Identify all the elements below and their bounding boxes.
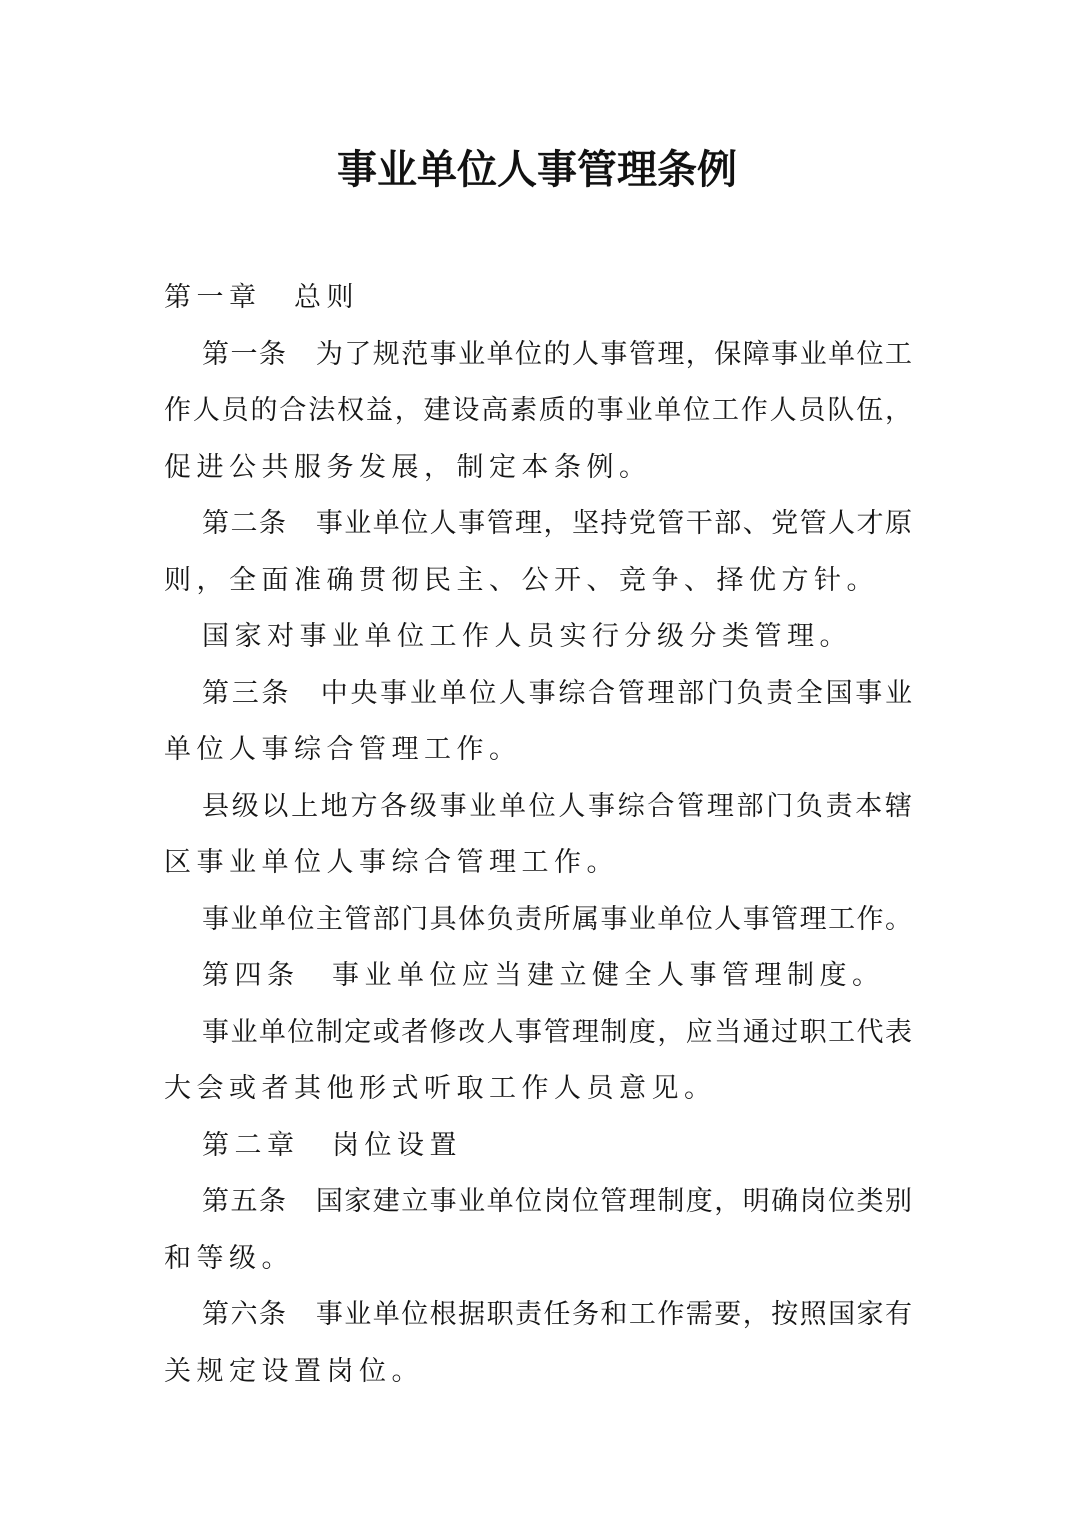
article-line: 国家对事业单位工作人员实行分级分类管理。 xyxy=(202,621,852,652)
article-line: 第三条 中央事业单位人事综合管理部门负责全国事业 xyxy=(202,677,912,709)
chapter-heading: 第一章 总则 xyxy=(164,282,359,313)
article-line: 则，全面准确贯彻民主、公开、竞争、择优方针。 xyxy=(164,564,879,596)
article-line: 第二条 事业单位人事管理，坚持党管干部、党管人才原 xyxy=(202,508,912,539)
article-line: 区事业单位人事综合管理工作。 xyxy=(164,847,619,878)
article-line: 第四条 事业单位应当建立健全人事管理制度。 xyxy=(202,960,885,991)
article-line: 第五条 国家建立事业单位岗位管理制度，明确岗位类别 xyxy=(202,1186,912,1217)
article-line: 第六条 事业单位根据职责任务和工作需要，按照国家有 xyxy=(202,1299,912,1330)
article-line: 关规定设置岗位。 xyxy=(164,1355,424,1387)
chapter-heading: 第二章 岗位设置 xyxy=(202,1129,462,1161)
article-line: 作人员的合法权益，建设高素质的事业单位工作人员队伍， xyxy=(164,395,912,426)
article-line: 促进公共服务发展，制定本条例。 xyxy=(164,451,652,483)
article-line: 事业单位主管部门具体负责所属事业单位人事管理工作。 xyxy=(202,903,912,935)
article-line: 大会或者其他形式听取工作人员意见。 xyxy=(164,1073,717,1104)
article-line: 单位人事综合管理工作。 xyxy=(164,734,522,765)
article-line: 县级以上地方各级事业单位人事综合管理部门负责本辖 xyxy=(202,790,912,822)
document-title: 事业单位人事管理条例 xyxy=(337,146,737,193)
article-line: 事业单位制定或者修改人事管理制度，应当通过职工代表 xyxy=(202,1016,912,1048)
document-body xyxy=(164,280,912,1410)
article-line: 第一条 为了规范事业单位的人事管理，保障事业单位工 xyxy=(202,338,912,370)
article-line: 和等级。 xyxy=(164,1242,294,1274)
